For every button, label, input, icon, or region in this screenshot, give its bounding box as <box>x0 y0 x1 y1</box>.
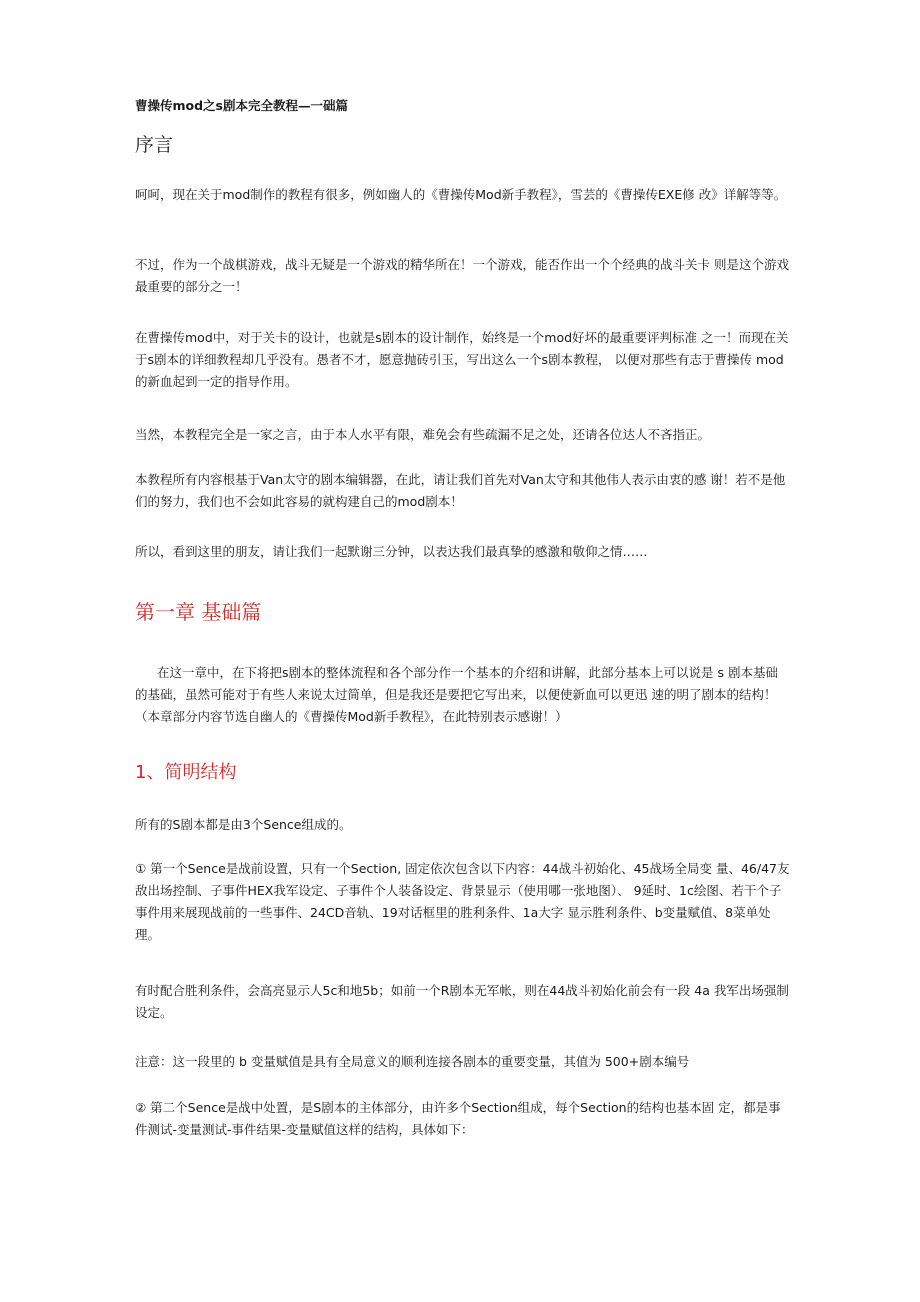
paragraph: 呵呵，现在关于mod制作的教程有很多，例如幽人的《曹操传Mod新手教程》，雪芸的《曹操传EXE修 改》详解等等。 <box>135 187 787 202</box>
paragraph: 不过，作为一个战棋游戏，战斗无疑是一个游戏的精华所在！一个游戏，能否作出一个个经典的战斗关卡 则是这个游戏最重要的部分之一！ <box>135 257 789 294</box>
paragraph: 当然，本教程完全是一家之言，由于本人水平有限，难免会有些疏漏不足之处，还请各位达人不吝指正。 <box>135 427 711 442</box>
paragraph: 注意：这一段里的 b 变量赋值是具有全局意义的顺利连接各剧本的重要变量，其值为 500+剧本编号 <box>135 1054 690 1069</box>
chapter-heading: 第一章 基础篇 <box>135 600 262 624</box>
paragraph: ① 第一个Sence是战前设置，只有一个Section, 固定依次包含以下内容：44战斗初始化、45战场全局变 量、46/47友敌出场控制、子事件HEX我军设定、子事件个人装备设定、背景显示（使用哪一张地图）、 9延时、1c绘图、若干个子事件用来展现战前的一些事件、24CD音轨、19对话框里的胜利条件、1a大字 显示胜利条件、b变量赋值、8菜单处理。 <box>135 861 790 942</box>
paragraph: 在曹操传mod中，对于关卡的设计，也就是s剧本的设计制作，始终是一个mod好坏的最重要评判标准 之一！而现在关于s剧本的详细教程却几乎没有。愚者不才，愿意抛砖引玉，写出这么一个s剧本教程， 以便对那些有志于曹操传 mod 的新血起到一定的指导作用。 <box>135 330 789 389</box>
document-title: 曹操传mod之s剧本完全教程—一础篇 <box>135 98 349 113</box>
paragraph: 本教程所有内容根基于Van太守的剧本编辑器，在此，请让我们首先对Van太守和其他伟人表示由衷的感 谢！若不是他们的努力，我们也不会如此容易的就构建自己的mod剧本！ <box>135 472 786 509</box>
paragraph: ② 第二个Sence是战中处置，是S剧本的主体部分，由许多个Section组成，每个Section的结构也基本固 定，都是事件测试-变量测试-事件结果-变量赋值这样的结构，具体如下： <box>135 1100 781 1137</box>
paragraph: 所以，看到这里的朋友，请让我们一起默谢三分钟，以表达我们最真挚的感激和敬仰之情…… <box>135 544 648 559</box>
preface-heading: 序言 <box>135 134 174 156</box>
section-heading: 1、简明结构 <box>135 762 237 783</box>
paragraph: 所有的S剧本都是由3个Sence组成的。 <box>135 817 352 832</box>
chapter-intro: 在这一章中，在下将把s剧本的整体流程和各个部分作一个基本的介绍和讲解，此部分基本上可以说是 s 剧本基础的基础，虽然可能对于有些人来说太过简单，但是我还是要把它写出来，以便使新血可以更迅 速的明了剧本的结构！（本章部分内容节选自幽人的《曹操传Mod新手教程》，在此特别表示感谢！） <box>135 665 778 724</box>
paragraph: 有时配合胜利条件，会高亮显示人5c和地5b；如前一个R剧本无军帐，则在44战斗初始化前会有一段 4a 我军出场强制设定。 <box>135 983 789 1020</box>
